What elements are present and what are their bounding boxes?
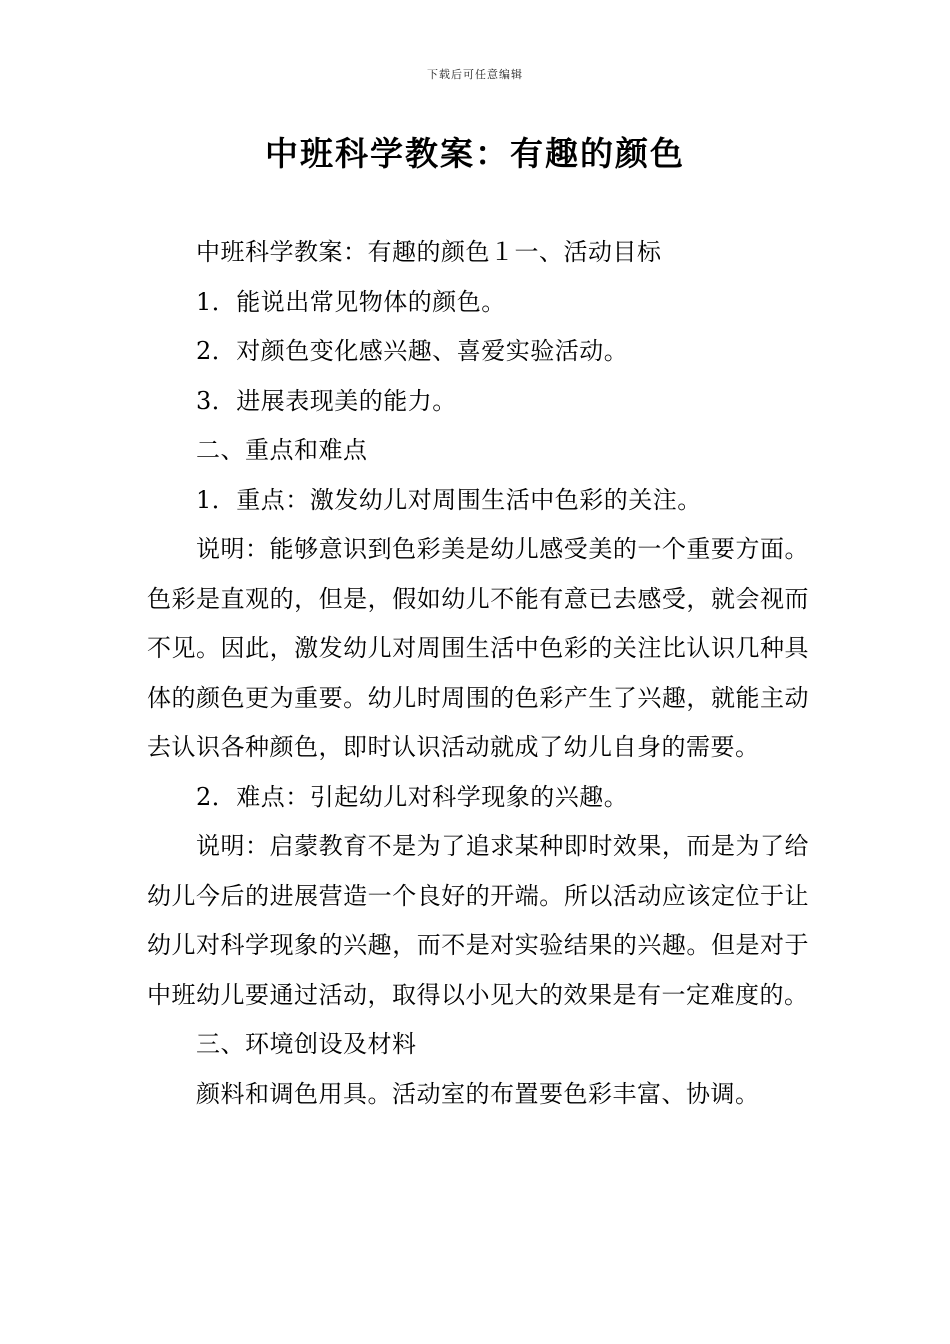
paragraph-key-point: 1．重点：激发幼儿对周围生活中色彩的关注。 <box>196 485 702 514</box>
paragraph-difficulty-explanation: 说明：启蒙教育不是为了追求某种即时效果，而是为了给幼儿今后的进展营造一个良好的开端。所以活动应该定位于让幼儿对科学现象的兴趣，而不是对实验结果的兴趣。但是对于中班幼儿要通过活动，取得以小见大的效果是有一定难度的。 <box>147 832 809 1009</box>
paragraph-objective-1: 1．能说出常见物体的颜色。 <box>196 287 506 316</box>
document-title: 中班科学教案：有趣的颜色 <box>265 134 685 173</box>
document-body <box>147 228 809 1119</box>
section-heading-key-points: 二、重点和难点 <box>196 436 368 464</box>
paragraph-materials: 颜料和调色用具。活动室的布置要色彩丰富、协调。 <box>196 1079 760 1108</box>
paragraph-objective-2: 2．对颜色变化感兴趣、喜爱实验活动。 <box>196 337 629 365</box>
paragraph-difficulty: 2．难点：引起幼儿对科学现象的兴趣。 <box>196 782 629 811</box>
paragraph-objective-3: 3．进展表现美的能力。 <box>196 386 457 415</box>
header-note: 下载后可任意编辑 <box>427 68 523 81</box>
section-heading-materials: 三、环境创设及材料 <box>196 1030 417 1058</box>
paragraph-key-point-explanation: 说明：能够意识到色彩美是幼儿感受美的一个重要方面。色彩是直观的，但是，假如幼儿不能有意已去感受，就会视而不见。因此，激发幼儿对周围生活中色彩的关注比认识几种具体的颜色更为重要。幼儿时周围的色彩产生了兴趣，就能主动去认识各种颜色，即时认识活动就成了幼儿自身的需要。 <box>147 535 809 761</box>
paragraph-intro-objectives: 中班科学教案：有趣的颜色１一、活动目标 <box>196 238 662 266</box>
